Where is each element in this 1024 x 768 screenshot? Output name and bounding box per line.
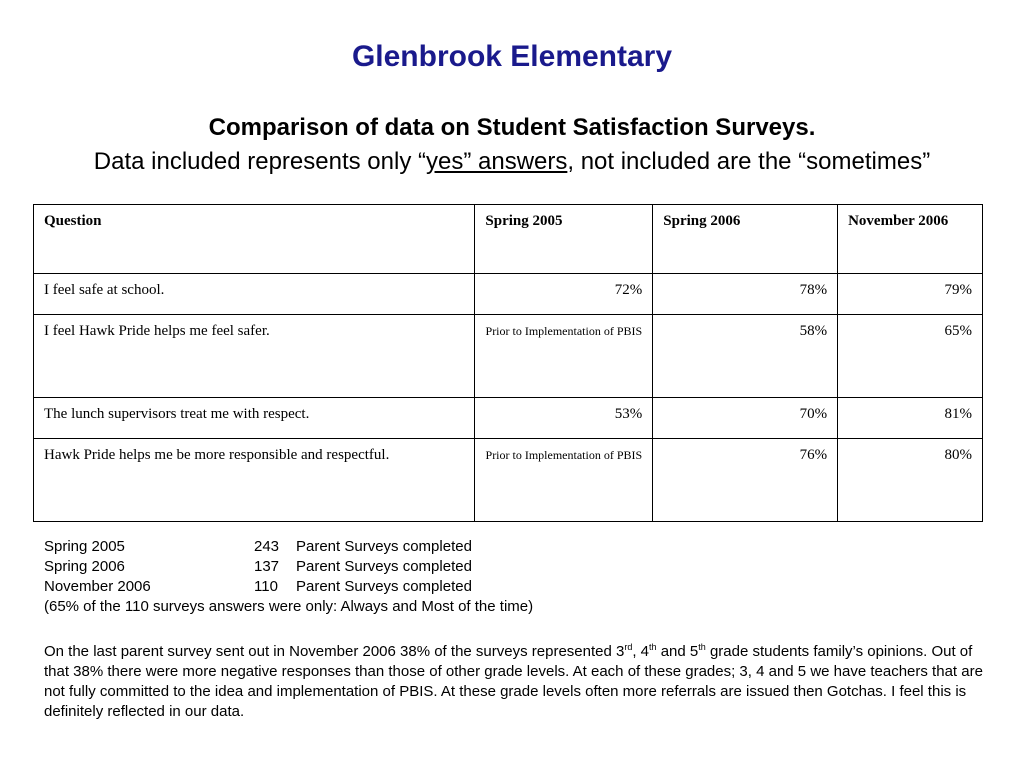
- header-spring-2005: Spring 2005: [475, 205, 653, 274]
- november-2006-cell: 81%: [838, 398, 983, 439]
- paragraph-text: grade students family’s opinions. Out of that 38% there were more negative responses than those of other grade levels. At each of these grades; 3, 4 and 5 we have teachers that are not fully committed to the idea and implementation of PBIS. At these grade levels often more referrals are issued then Gotchas. I feel this is definitely reflected in our data.: [44, 643, 983, 720]
- survey-note: (65% of the 110 surveys answers were only: Always and Most of the time): [44, 598, 534, 615]
- spring-2005-cell: 72%: [475, 274, 653, 315]
- spring-2006-cell: 76%: [653, 439, 838, 522]
- parent-survey-row: [44, 537, 533, 557]
- spring-2005-cell: Prior to Implementation of PBIS: [475, 439, 653, 522]
- november-2006-cell: 65%: [838, 315, 983, 398]
- spring-2006-cell: 78%: [653, 274, 838, 315]
- header-november-2006: November 2006: [838, 205, 983, 274]
- survey-count: 243: [254, 538, 280, 555]
- data-description: [0, 148, 1024, 176]
- table-row: [34, 274, 983, 315]
- paragraph-text: and 5: [656, 643, 699, 660]
- survey-label: Parent Surveys completed: [296, 558, 472, 575]
- ordinal-suffix: th: [649, 642, 657, 652]
- question-cell: Hawk Pride helps me be more responsible and respectful.: [34, 439, 475, 522]
- november-2006-cell: 80%: [838, 439, 983, 522]
- data-description-end: , not included are the “sometimes”: [567, 148, 931, 175]
- analysis-paragraph: [44, 642, 984, 722]
- survey-term: November 2006: [44, 578, 151, 595]
- table-row: [34, 315, 983, 398]
- question-cell: I feel safe at school.: [34, 274, 475, 315]
- parent-survey-counts: [44, 537, 533, 617]
- question-cell: I feel Hawk Pride helps me feel safer.: [34, 315, 475, 398]
- survey-term: Spring 2005: [44, 538, 125, 555]
- data-description-start: Data included represents only “: [93, 148, 426, 175]
- data-description-underlined: yes” answers: [425, 148, 568, 175]
- table-row: [34, 398, 983, 439]
- spring-2005-cell: Prior to Implementation of PBIS: [475, 315, 653, 398]
- spring-2006-cell: 70%: [653, 398, 838, 439]
- paragraph-text: On the last parent survey sent out in November 2006 38% of the surveys represented 3: [44, 643, 625, 660]
- survey-label: Parent Surveys completed: [296, 578, 472, 595]
- ordinal-suffix: rd: [624, 642, 633, 652]
- survey-label: Parent Surveys completed: [296, 538, 472, 555]
- subtitle: Comparison of data on Student Satisfaction Surveys.: [208, 114, 816, 141]
- survey-term: Spring 2006: [44, 558, 125, 575]
- header-spring-2006: Spring 2006: [653, 205, 838, 274]
- paragraph-text: , 4: [632, 643, 650, 660]
- spring-2006-cell: 58%: [653, 315, 838, 398]
- table-row: [34, 439, 983, 522]
- table-header-row: [34, 205, 983, 274]
- november-2006-cell: 79%: [838, 274, 983, 315]
- ordinal-suffix: th: [698, 642, 706, 652]
- parent-survey-row: [44, 577, 533, 597]
- page-title: Glenbrook Elementary: [351, 40, 673, 73]
- survey-count: 110: [254, 578, 278, 595]
- spring-2005-cell: 53%: [475, 398, 653, 439]
- question-cell: The lunch supervisors treat me with respect.: [34, 398, 475, 439]
- header-question: Question: [34, 205, 475, 274]
- survey-count: 137: [254, 558, 280, 575]
- survey-table: [33, 204, 983, 522]
- parent-survey-row: [44, 557, 533, 577]
